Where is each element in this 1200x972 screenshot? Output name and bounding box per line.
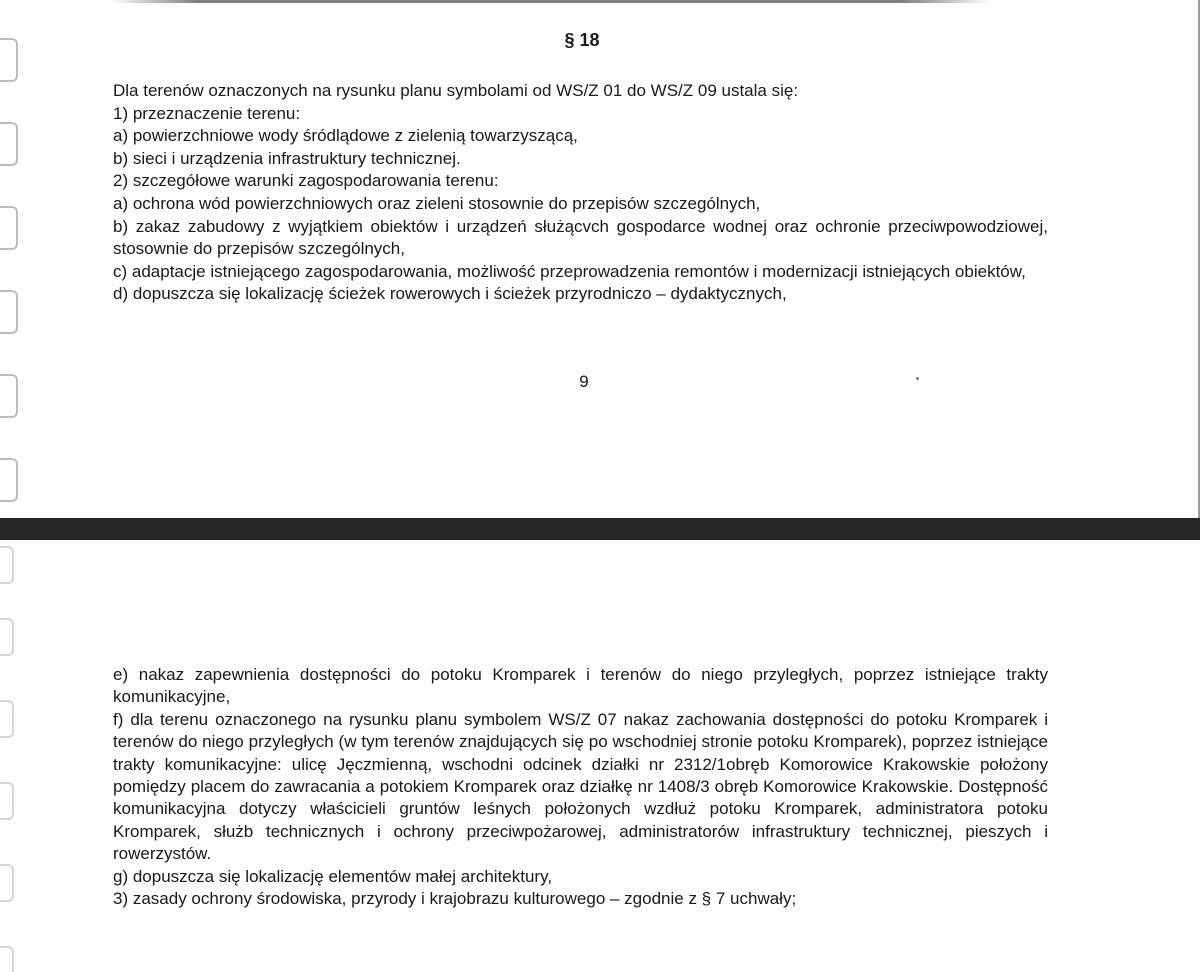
paragraph: f) dla terenu oznaczonego na rysunku planu symbolem WS/Z 07 nakaz zachowania dostępności do potoku Kromparek i terenów do niego przyległych (w tym terenów znajdujących się po wschodniej stronie potoku Kromparek), poprzez istniejące trakty komunikacyjne: ulicę Jęczmienną, wschodni odcinek działki nr 2312/1obręb Komorowice Krakowskie położony pomiędzy placem do zawracania a potokiem Kromparek oraz działkę nr 1408/3 obręb Komorowice Krakowskie. Dostępność komunikacyjna dotyczy właścicieli gruntów leśnych położonych wzdłuż potoku Kromparek, administratora potoku Kromparek, służb technicznych i ochrony przeciwpożarowej, administratorów infrastruktury technicznej, pieszych i rowerzystów. [113, 709, 1048, 864]
binder-hole [0, 618, 14, 656]
section-body [113, 80, 1048, 306]
paragraph: a) ochrona wód powierzchniowych oraz zieleni stosownie do przepisów szczególnych, [113, 193, 761, 213]
paragraph: 2) szczegółowe warunki zagospodarowania terenu: [113, 171, 499, 191]
section-heading: § 18 [564, 30, 600, 50]
binder-hole [0, 946, 14, 972]
binder-hole [0, 458, 18, 502]
paragraph: 1) przeznaczenie terenu: [113, 103, 301, 123]
page-number: 9 [579, 372, 589, 391]
paragraph: e) nakaz zapewnienia dostępności do potoku Kromparek i terenów do niego przyległych, poprzez istniejące trakty komunikacyjne, [113, 665, 1048, 707]
section-body [113, 664, 1048, 910]
binder-hole [0, 206, 18, 250]
scan-speck [916, 377, 919, 380]
binder-hole [0, 546, 14, 584]
paragraph: a) powierzchniowe wody śródlądowe z zielenią towarzyszącą, [113, 126, 578, 146]
page-separator [0, 518, 1200, 540]
binder-hole [0, 864, 14, 902]
binder-hole [0, 290, 18, 334]
paragraph: Dla terenów oznaczonych na rysunku planu symbolami od WS/Z 01 do WS/Z 09 ustala się: [113, 81, 799, 100]
paragraph: b) sieci i urządzenia infrastruktury technicznej. [113, 148, 461, 168]
binder-hole [0, 782, 14, 820]
paragraph: c) adaptacje istniejącego zagospodarowania, możliwość przeprowadzenia remontów i modernizacji istniejących obiektów, [113, 261, 1026, 281]
cut-off-text-line [110, 0, 990, 3]
scanned-page-bottom [0, 540, 1200, 972]
binder-hole [0, 700, 14, 738]
paragraph: g) dopuszcza się lokalizację elementów małej architektury, [113, 866, 553, 886]
binder-hole [0, 122, 18, 166]
paragraph: d) dopuszcza się lokalizację ścieżek rowerowych i ścieżek przyrodniczo – dydaktycznych, [113, 284, 787, 304]
paragraph: b) zakaz zabudowy z wyjątkiem obiektów i urządzeń służącvch gospodarce wodnej oraz ochronie przeciwpowodziowej, stosownie do przepisów szczególnych, [113, 216, 1048, 259]
paragraph: 3) zasady ochrony środowiska, przyrody i krajobrazu kulturowego – zgodnie z § 7 uchwały; [113, 889, 797, 909]
